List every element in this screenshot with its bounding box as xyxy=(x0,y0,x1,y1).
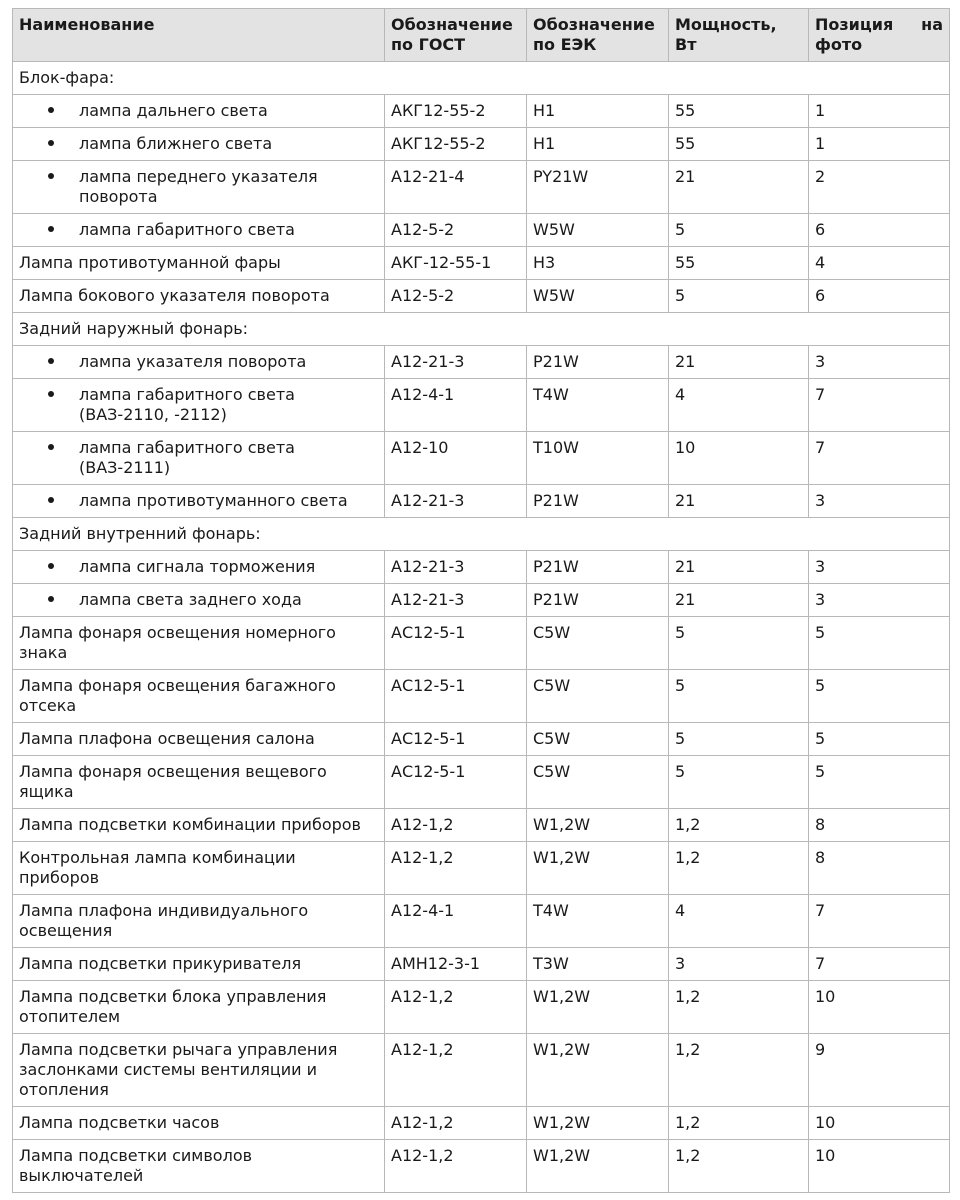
item-name: Лампа подсветки блока управления отопителем xyxy=(13,981,385,1034)
item-name: лампа габаритного света (ВАЗ-2110, -2112) xyxy=(79,385,295,424)
item-name-cell xyxy=(13,485,385,518)
eek-code: T4W xyxy=(527,379,669,432)
power-value: 21 xyxy=(669,161,809,214)
eek-code: W1,2W xyxy=(527,809,669,842)
power-value: 4 xyxy=(669,895,809,948)
table-row xyxy=(13,584,950,617)
table-row xyxy=(13,756,950,809)
power-value: 5 xyxy=(669,756,809,809)
item-name: Лампа плафона индивидуального освещения xyxy=(13,895,385,948)
item-name: Лампа фонаря освещения номерного знака xyxy=(13,617,385,670)
table-row xyxy=(13,247,950,280)
item-name-cell xyxy=(13,214,385,247)
item-name-cell xyxy=(13,128,385,161)
item-name-cell xyxy=(13,379,385,432)
header-row xyxy=(13,9,950,62)
eek-code: P21W xyxy=(527,584,669,617)
eek-code: H3 xyxy=(527,247,669,280)
table-row xyxy=(13,617,950,670)
power-value: 21 xyxy=(669,485,809,518)
eek-code: W1,2W xyxy=(527,1107,669,1140)
eek-code: P21W xyxy=(527,551,669,584)
table-row xyxy=(13,670,950,723)
gost-code: АС12-5-1 xyxy=(385,756,527,809)
gost-code: А12-4-1 xyxy=(385,379,527,432)
item-name: лампа переднего указателя поворота xyxy=(79,167,318,206)
power-value: 5 xyxy=(669,670,809,723)
photo-position: 10 xyxy=(809,1140,950,1193)
bullet-icon xyxy=(48,107,54,113)
gost-code: А12-21-3 xyxy=(385,346,527,379)
group-row xyxy=(13,313,950,346)
power-value: 1,2 xyxy=(669,981,809,1034)
table-row xyxy=(13,161,950,214)
item-name: лампа ближнего света xyxy=(79,134,273,153)
gost-code: АКГ-12-55-1 xyxy=(385,247,527,280)
gost-code: А12-1,2 xyxy=(385,1107,527,1140)
gost-code: А12-1,2 xyxy=(385,842,527,895)
power-value: 21 xyxy=(669,346,809,379)
power-value: 10 xyxy=(669,432,809,485)
bullet-icon xyxy=(48,596,54,602)
gost-code: А12-4-1 xyxy=(385,895,527,948)
table-row xyxy=(13,280,950,313)
photo-position: 3 xyxy=(809,584,950,617)
photo-position: 5 xyxy=(809,723,950,756)
item-name-cell xyxy=(13,161,385,214)
table-row xyxy=(13,981,950,1034)
eek-code: W1,2W xyxy=(527,1140,669,1193)
eek-code: W5W xyxy=(527,214,669,247)
gost-code: АС12-5-1 xyxy=(385,670,527,723)
eek-code: C5W xyxy=(527,670,669,723)
power-value: 5 xyxy=(669,723,809,756)
eek-code: W5W xyxy=(527,280,669,313)
photo-position: 10 xyxy=(809,981,950,1034)
item-name: Лампа подсветки символов выключателей xyxy=(13,1140,385,1193)
item-name: лампа габаритного света (ВАЗ-2111) xyxy=(79,438,295,477)
gost-code: А12-21-3 xyxy=(385,584,527,617)
header-gost: Обозначение по ГОСТ xyxy=(385,9,527,62)
group-title: Блок-фара: xyxy=(13,62,950,95)
table-row xyxy=(13,895,950,948)
table-row xyxy=(13,1107,950,1140)
power-value: 55 xyxy=(669,95,809,128)
photo-position: 7 xyxy=(809,895,950,948)
item-name: Лампа подсветки рычага управления заслонками системы вентиляции и отопления xyxy=(13,1034,385,1107)
item-name-cell xyxy=(13,346,385,379)
item-name: Контрольная лампа комбинации приборов xyxy=(13,842,385,895)
bullet-icon xyxy=(48,173,54,179)
photo-position: 3 xyxy=(809,346,950,379)
lamp-table xyxy=(12,8,950,1193)
bullet-icon xyxy=(48,563,54,569)
photo-position: 7 xyxy=(809,948,950,981)
bullet-icon xyxy=(48,226,54,232)
power-value: 4 xyxy=(669,379,809,432)
power-value: 5 xyxy=(669,617,809,670)
photo-position: 9 xyxy=(809,1034,950,1107)
table-row xyxy=(13,723,950,756)
gost-code: А12-5-2 xyxy=(385,214,527,247)
table-row xyxy=(13,346,950,379)
power-value: 55 xyxy=(669,247,809,280)
header-position-word1: Позиция xyxy=(815,15,894,34)
table-row xyxy=(13,1140,950,1193)
gost-code: А12-1,2 xyxy=(385,1034,527,1107)
photo-position: 4 xyxy=(809,247,950,280)
power-value: 1,2 xyxy=(669,1034,809,1107)
table-row xyxy=(13,128,950,161)
header-name: Наименование xyxy=(13,9,385,62)
item-name: лампа света заднего хода xyxy=(79,590,302,609)
photo-position: 10 xyxy=(809,1107,950,1140)
power-value: 1,2 xyxy=(669,1107,809,1140)
eek-code: W1,2W xyxy=(527,1034,669,1107)
photo-position: 6 xyxy=(809,280,950,313)
table-body xyxy=(13,62,950,1193)
table-row xyxy=(13,214,950,247)
header-power: Мощность, Вт xyxy=(669,9,809,62)
lamp-table-container xyxy=(12,8,949,1193)
table-row xyxy=(13,95,950,128)
group-row xyxy=(13,518,950,551)
eek-code: H1 xyxy=(527,95,669,128)
item-name: Лампа бокового указателя поворота xyxy=(13,280,385,313)
item-name: лампа дальнего света xyxy=(79,101,268,120)
item-name: Лампа подсветки часов xyxy=(13,1107,385,1140)
gost-code: А12-5-2 xyxy=(385,280,527,313)
table-row xyxy=(13,551,950,584)
photo-position: 5 xyxy=(809,670,950,723)
gost-code: А12-1,2 xyxy=(385,809,527,842)
power-value: 21 xyxy=(669,584,809,617)
table-row xyxy=(13,432,950,485)
photo-position: 7 xyxy=(809,379,950,432)
bullet-icon xyxy=(48,444,54,450)
gost-code: А12-10 xyxy=(385,432,527,485)
item-name-cell xyxy=(13,95,385,128)
power-value: 5 xyxy=(669,280,809,313)
item-name-cell xyxy=(13,551,385,584)
gost-code: АС12-5-1 xyxy=(385,617,527,670)
eek-code: P21W xyxy=(527,346,669,379)
gost-code: АКГ12-55-2 xyxy=(385,95,527,128)
item-name: Лампа подсветки прикуривателя xyxy=(13,948,385,981)
eek-code: PY21W xyxy=(527,161,669,214)
bullet-icon xyxy=(48,497,54,503)
table-row xyxy=(13,379,950,432)
photo-position: 6 xyxy=(809,214,950,247)
gost-code: А12-21-3 xyxy=(385,485,527,518)
item-name: Лампа фонаря освещения багажного отсека xyxy=(13,670,385,723)
power-value: 1,2 xyxy=(669,842,809,895)
item-name: лампа указателя поворота xyxy=(79,352,307,371)
bullet-icon xyxy=(48,391,54,397)
power-value: 5 xyxy=(669,214,809,247)
photo-position: 5 xyxy=(809,756,950,809)
gost-code: А12-21-3 xyxy=(385,551,527,584)
power-value: 1,2 xyxy=(669,1140,809,1193)
photo-position: 1 xyxy=(809,95,950,128)
eek-code: T3W xyxy=(527,948,669,981)
bullet-icon xyxy=(48,140,54,146)
item-name: Лампа противотуманной фары xyxy=(13,247,385,280)
photo-position: 8 xyxy=(809,809,950,842)
table-row xyxy=(13,948,950,981)
eek-code: C5W xyxy=(527,723,669,756)
eek-code: C5W xyxy=(527,617,669,670)
group-row xyxy=(13,62,950,95)
gost-code: АМН12-3-1 xyxy=(385,948,527,981)
group-title: Задний наружный фонарь: xyxy=(13,313,950,346)
gost-code: А12-21-4 xyxy=(385,161,527,214)
item-name: лампа сигнала торможения xyxy=(79,557,316,576)
item-name-cell xyxy=(13,432,385,485)
bullet-icon xyxy=(48,358,54,364)
item-name: Лампа плафона освещения салона xyxy=(13,723,385,756)
item-name: лампа габаритного света xyxy=(79,220,295,239)
item-name-cell xyxy=(13,584,385,617)
gost-code: А12-1,2 xyxy=(385,1140,527,1193)
table-row xyxy=(13,1034,950,1107)
eek-code: W1,2W xyxy=(527,981,669,1034)
photo-position: 8 xyxy=(809,842,950,895)
power-value: 55 xyxy=(669,128,809,161)
power-value: 21 xyxy=(669,551,809,584)
eek-code: C5W xyxy=(527,756,669,809)
table-row xyxy=(13,842,950,895)
header-position-word3: фото xyxy=(815,35,863,54)
eek-code: T4W xyxy=(527,895,669,948)
gost-code: АКГ12-55-2 xyxy=(385,128,527,161)
power-value: 1,2 xyxy=(669,809,809,842)
table-header xyxy=(13,9,950,62)
photo-position: 2 xyxy=(809,161,950,214)
photo-position: 1 xyxy=(809,128,950,161)
header-eek: Обозначение по ЕЭК xyxy=(527,9,669,62)
header-position-word2: на xyxy=(921,15,943,34)
gost-code: АС12-5-1 xyxy=(385,723,527,756)
group-title: Задний внутренний фонарь: xyxy=(13,518,950,551)
eek-code: T10W xyxy=(527,432,669,485)
photo-position: 7 xyxy=(809,432,950,485)
header-position xyxy=(809,9,950,62)
gost-code: А12-1,2 xyxy=(385,981,527,1034)
table-row xyxy=(13,809,950,842)
eek-code: W1,2W xyxy=(527,842,669,895)
photo-position: 5 xyxy=(809,617,950,670)
eek-code: P21W xyxy=(527,485,669,518)
power-value: 3 xyxy=(669,948,809,981)
item-name: Лампа фонаря освещения вещевого ящика xyxy=(13,756,385,809)
photo-position: 3 xyxy=(809,485,950,518)
item-name: лампа противотуманного света xyxy=(79,491,348,510)
eek-code: H1 xyxy=(527,128,669,161)
item-name: Лампа подсветки комбинации приборов xyxy=(13,809,385,842)
table-row xyxy=(13,485,950,518)
header-position-line1 xyxy=(815,15,943,35)
photo-position: 3 xyxy=(809,551,950,584)
